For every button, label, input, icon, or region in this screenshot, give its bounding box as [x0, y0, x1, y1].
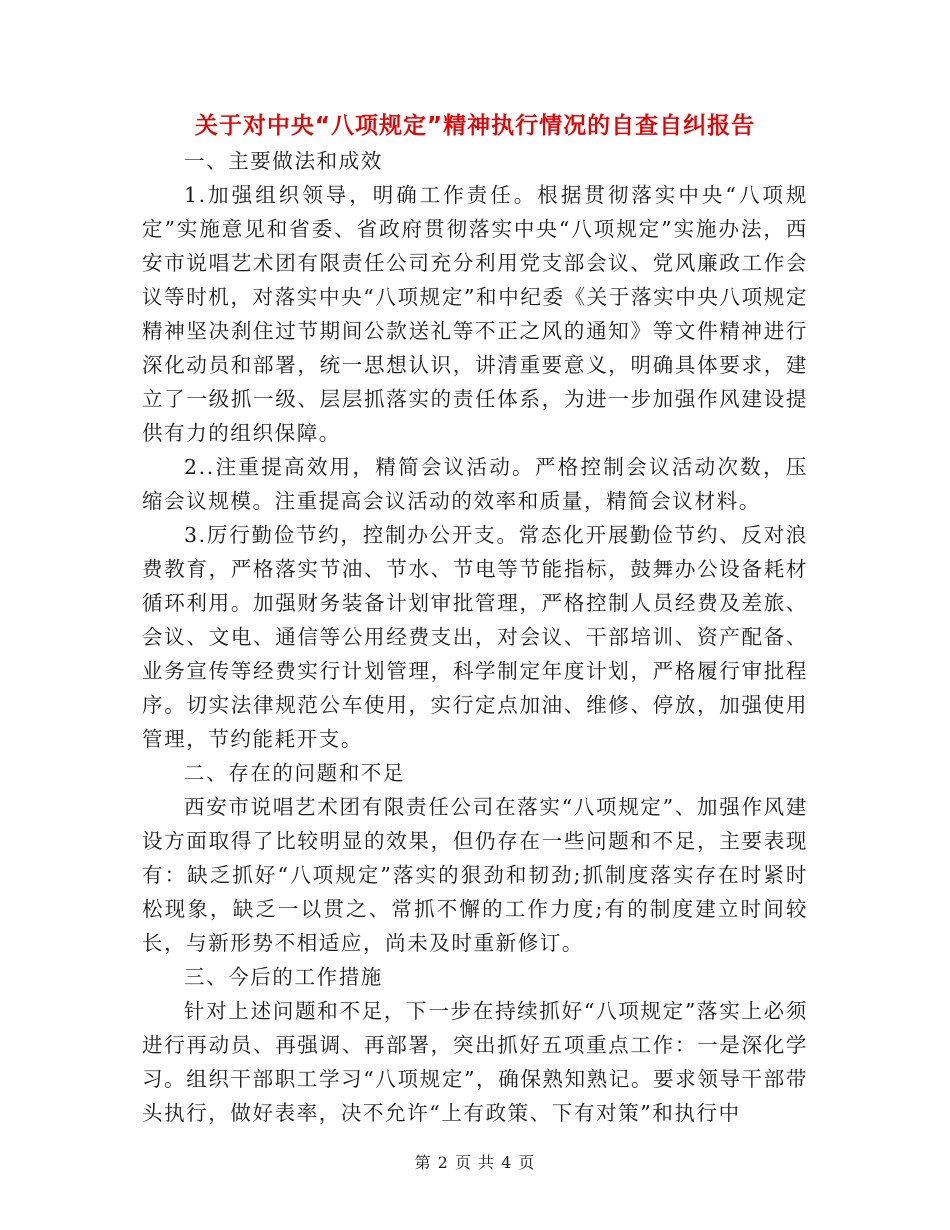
section-heading-1: 一、主要做法和成效: [184, 149, 383, 173]
page-number-footer: 第 2 页 共 4 页: [414, 1153, 536, 1172]
section-heading-3: 三、今后的工作措施: [184, 965, 383, 989]
section-heading-2: 二、存在的问题和不足: [184, 761, 405, 785]
paragraph-2: 2..注重提高效用，精简会议活动。严格控制会议活动次数，压缩会议规模。注重提高会议活动的效率和质量，精简会议材料。: [142, 455, 808, 513]
paragraph-1: 1.加强组织领导，明确工作责任。根据贯彻落实中央“八项规定”实施意见和省委、省政府贯彻落实中央“八项规定”实施办法，西安市说唱艺术团有限责任公司充分利用党支部会议、党风廉政工作会议等时机，对落实中央“八项规定”和中纪委《关于落实中央八项规定精神坚决刹住过节期间公款送礼等不正之风的通知》等文件精神进行深化动员和部署，统一思想认识，讲清重要意义，明确具体要求，建立了一级抓一级、层层抓落实的责任体系，为进一步加强作风建设提供有力的组织保障。: [142, 183, 808, 445]
paragraph-4: 西安市说唱艺术团有限责任公司在落实“八项规定”、加强作风建设方面取得了比较明显的效果，但仍存在一些问题和不足，主要表现有：缺乏抓好“八项规定”落实的狠劲和韧劲;抓制度落实存在时紧时松现象，缺乏一以贯之、常抓不懈的工作力度;有的制度建立时间较长，与新形势不相适应，尚未及时重新修订。: [142, 795, 808, 955]
document-title: 关于对中央“八项规定”精神执行情况的自查自纠报告: [194, 113, 756, 139]
document-body: [142, 144, 808, 1130]
paragraph-3: 3.厉行勤俭节约，控制办公开支。常态化开展勤俭节约、反对浪费教育，严格落实节油、节水、节电等节能指标，鼓舞办公设备耗材循环利用。加强财务装备计划审批管理，严格控制人员经费及差旅、会议、文电、通信等公用经费支出，对会议、干部培训、资产配备、业务宣传等经费实行计划管理，科学制定年度计划，严格履行审批程序。切实法律规范公车使用，实行定点加油、维修、停放，加强使用管理，节约能耗开支。: [142, 523, 808, 751]
paragraph-5: 针对上述问题和不足，下一步在持续抓好“八项规定”落实上必须进行再动员、再强调、再部署，突出抓好五项重点工作：一是深化学习。组织干部职工学习“八项规定”，确保熟知熟记。要求领导干部带头执行，做好表率，决不允许“上有政策、下有对策”和执行中: [142, 999, 808, 1125]
